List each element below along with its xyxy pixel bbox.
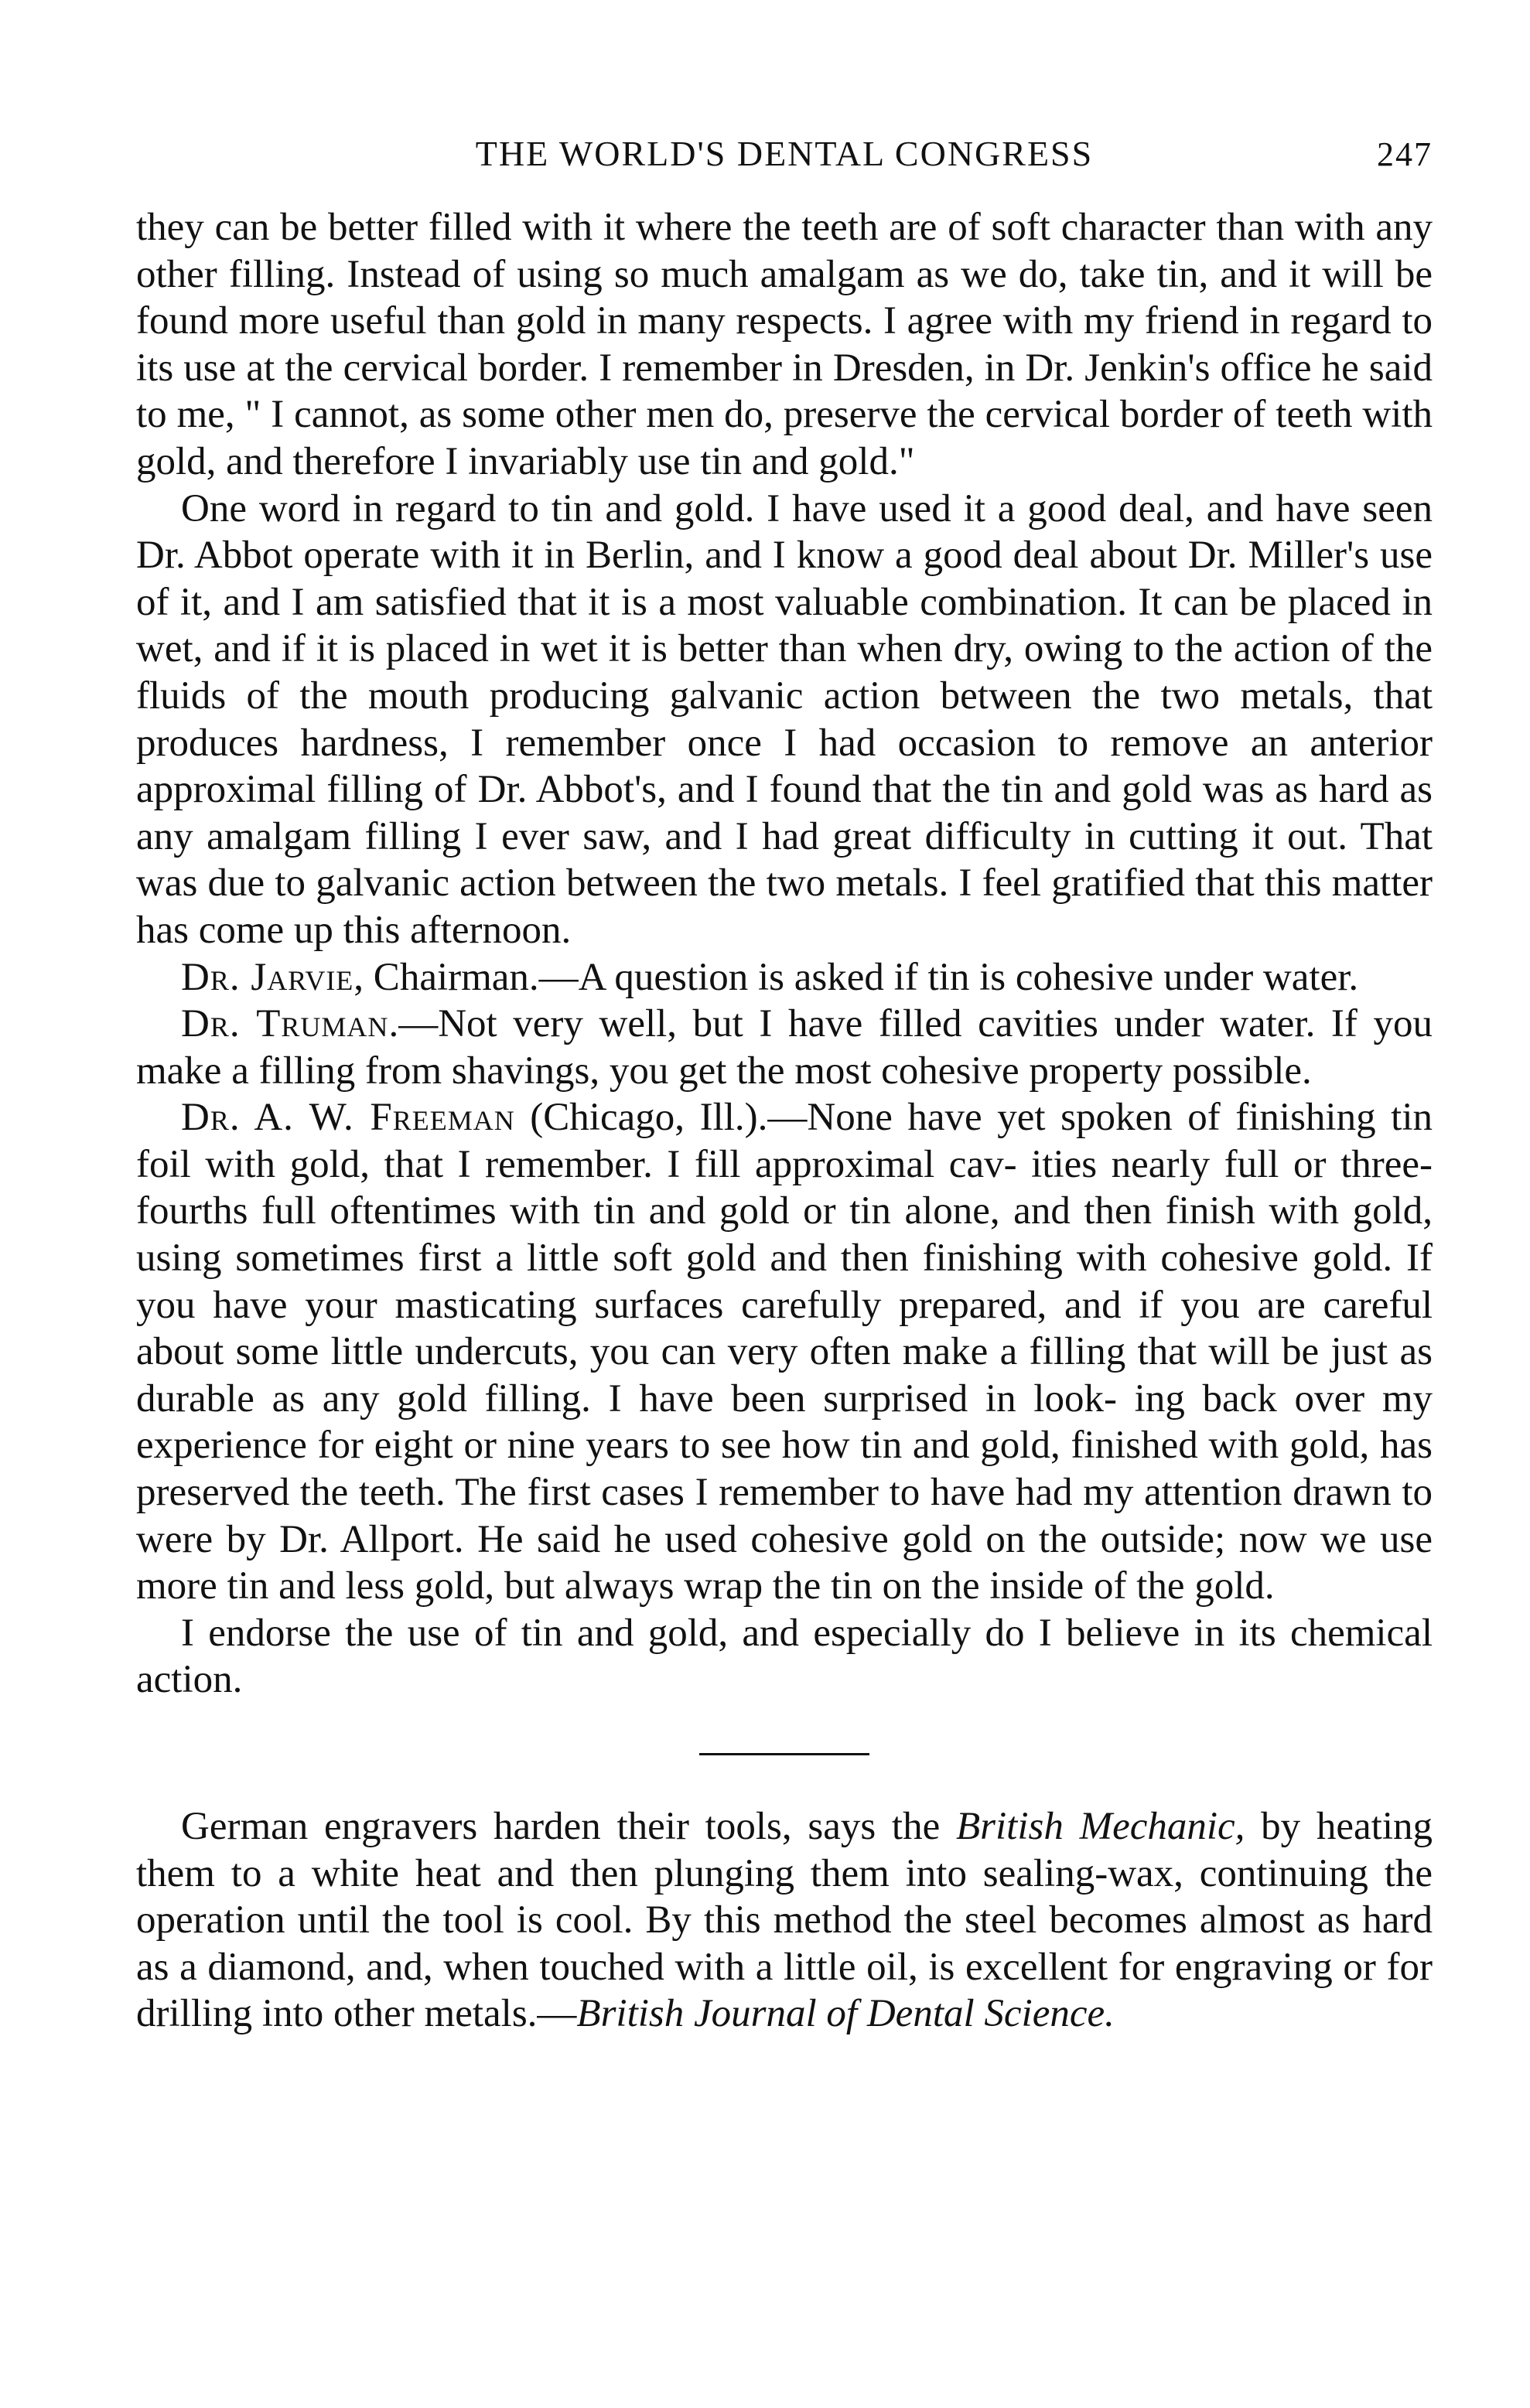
source-british-mechanic: British Mechanic, (955, 1805, 1245, 1848)
note-paragraph (136, 1803, 1433, 2038)
engravers-note (136, 1803, 1433, 2038)
source-british-journal: British Journal of Dental Science. (576, 1992, 1115, 2036)
paragraph-tin-and-gold: One word in regard to tin and gold. I have used it a good deal, and have seen Dr. Abbot operate with it in Berlin, and I know a good deal about Dr. Miller's use of it, and I am satisfied that it is a most valuable combination. It can be placed in wet, and if it is placed in wet it is better than when dry, owing to the action of the fluids of the mouth producing galvanic action between the two metals, that produces hardness, I remember once I had occasion to remove an anterior approximal filling of Dr. Abbot's, and I found that the tin and gold was as hard as any amalgam filling I ever saw, and I had great difficulty in cutting it out. That was due to galvanic action between the two metals. I feel gratified that this matter has come up this afternoon. (136, 486, 1433, 952)
book-page (136, 133, 1433, 2038)
discussion-text (136, 204, 1433, 1704)
running-head (136, 133, 1433, 187)
running-title: THE WORLD'S DENTAL CONGRESS (475, 134, 1094, 173)
note-text: by heating them to a white heat and then plunging them into sealing-wax, continuing the operation until the tool is cool. By this method the steel becomes almost as hard as a diamond, and, when touched with a little oil, is excellent for engraving or for drilling into other metals.— (136, 1805, 1433, 2036)
page-number: 247 (1377, 135, 1433, 173)
speaker-remark: (Chicago, Ill.).—None have yet spoken of finishing tin foil with gold, that I remember. I fill approximal cav- ities nearly full or three-fourths full oftentimes with tin and gold or tin alone, and then finish with gold, using sometimes first a little soft gold and then finishing with cohesive gold. If you have your masticating surfaces carefully prepared, and if you are careful about some little undercuts, you can very often make a filling that will be just as durable as any gold filling. I have been surprised in look- ing back over my experience for eight or nine years to see how tin and gold, finished with gold, has preserved the teeth. The first cases I remember to have had my attention drawn to were by Dr. Allport. He said he used cohesive gold on the outside; now we use more tin and less gold, but always wrap the tin on the inside of the gold. (136, 1096, 1433, 1608)
section-divider (699, 1753, 869, 1755)
speaker-remark: .—Not very well, but I have filled cavities under water. If you make a filling from shavings, you get the most cohesive property possible. (136, 1002, 1433, 1093)
paragraph-jarvie (136, 954, 1433, 1001)
paragraph-freeman (136, 1094, 1433, 1610)
note-text: German engravers harden their tools, says the (181, 1805, 956, 1848)
speaker-name: Dr. Truman (181, 1002, 389, 1046)
paragraph-endorse: I endorse the use of tin and gold, and especially do I believe in its chemical action. (136, 1611, 1433, 1702)
paragraph-truman (136, 1001, 1433, 1094)
speaker-name: Dr. Jarvie (181, 955, 354, 999)
speaker-remark: , Chairman.—A question is asked if tin is cohesive under water. (353, 955, 1359, 999)
speaker-name: Dr. A. W. Freeman (181, 1096, 515, 1140)
paragraph-continued: they can be better filled with it where the teeth are of soft character than with any other filling. Instead of using so much amalgam as we do, take tin, and it will be found more useful than gold in many respects. I agree with my friend in regard to its use at the cervical border. I remember in Dresden, in Dr. Jenkin's office he said to me, " I cannot, as some other men do, preserve the cervical border of teeth with gold, and therefore I invariably use tin and gold." (136, 206, 1433, 483)
